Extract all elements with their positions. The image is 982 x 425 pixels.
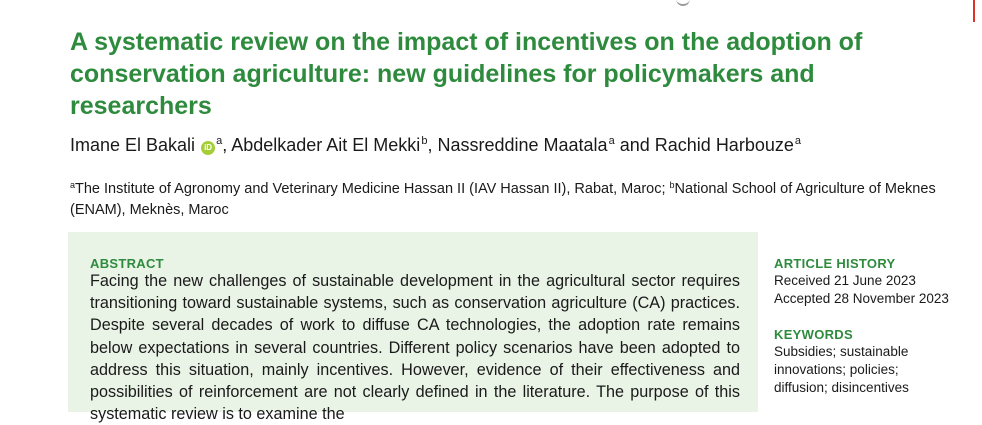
abstract-text: Facing the new challenges of sustainable development in the agricultural sector requires transitioning toward sustainable systems, such as conservation agriculture (CA) practices. Despite several decades of work to diffuse CA technologies, the adoption rate remains below expectations in several countries. Different policy scenarios have been adopted to address this situation, mainly incentives. However, evidence of their effectiveness and possibilities of reinforcement are not clearly defined in the literature. The purpose of this systematic review is to examine the — [90, 272, 740, 424]
abstract-heading: ABSTRACT — [90, 256, 164, 271]
page-edge-marker — [973, 0, 975, 22]
orcid-icon[interactable]: iD — [201, 141, 215, 155]
keywords-heading: KEYWORDS — [774, 327, 853, 342]
affiliation-mark: a — [216, 135, 223, 147]
affiliation-a: The Institute of Agronomy and Veterinary Medicine Hassan II (IAV Hassan II), Rabat, Maroc; — [75, 181, 666, 197]
affiliation-mark: b — [421, 135, 428, 147]
affiliation-mark: a — [794, 135, 801, 147]
page-top-fragment — [676, 0, 690, 6]
author-name[interactable]: Rachid Harbouze — [654, 135, 794, 155]
affiliation-b: National School of Agriculture of Meknes (ENAM), Meknès, Maroc — [70, 181, 936, 218]
author-list: Imane El Bakali $iD^a$, Abdelkader Ait El Mekki$^b$, Nassreddine Maatala$^a$ and Rachid Harbouze$^a$ — [70, 135, 801, 155]
received-date: Received 21 June 2023 — [774, 273, 916, 288]
author-name[interactable]: Imane El Bakali — [70, 135, 196, 155]
author-name[interactable]: Abdelkader Ait El Mekki — [231, 135, 421, 155]
keywords-text: Subsidies; sustainable innovations; policies; diffusion; disincentives — [774, 344, 909, 395]
affiliations: $^a$The Institute of Agronomy and Veterinary Medicine Hassan II (IAV Hassan II), Rabat, Maroc; $^b$National School of Agriculture of Meknes (ENAM), Meknès, Maroc — [70, 180, 936, 218]
affiliation-mark: a — [608, 135, 615, 147]
article-title: A systematic review on the impact of incentives on the adoption of conservation agriculture: new guidelines for policymakers and researchers — [70, 28, 863, 120]
author-name[interactable]: Nassreddine Maatala — [437, 135, 608, 155]
accepted-date: Accepted 28 November 2023 — [774, 291, 949, 306]
article-history-heading: ARTICLE HISTORY — [774, 256, 896, 271]
